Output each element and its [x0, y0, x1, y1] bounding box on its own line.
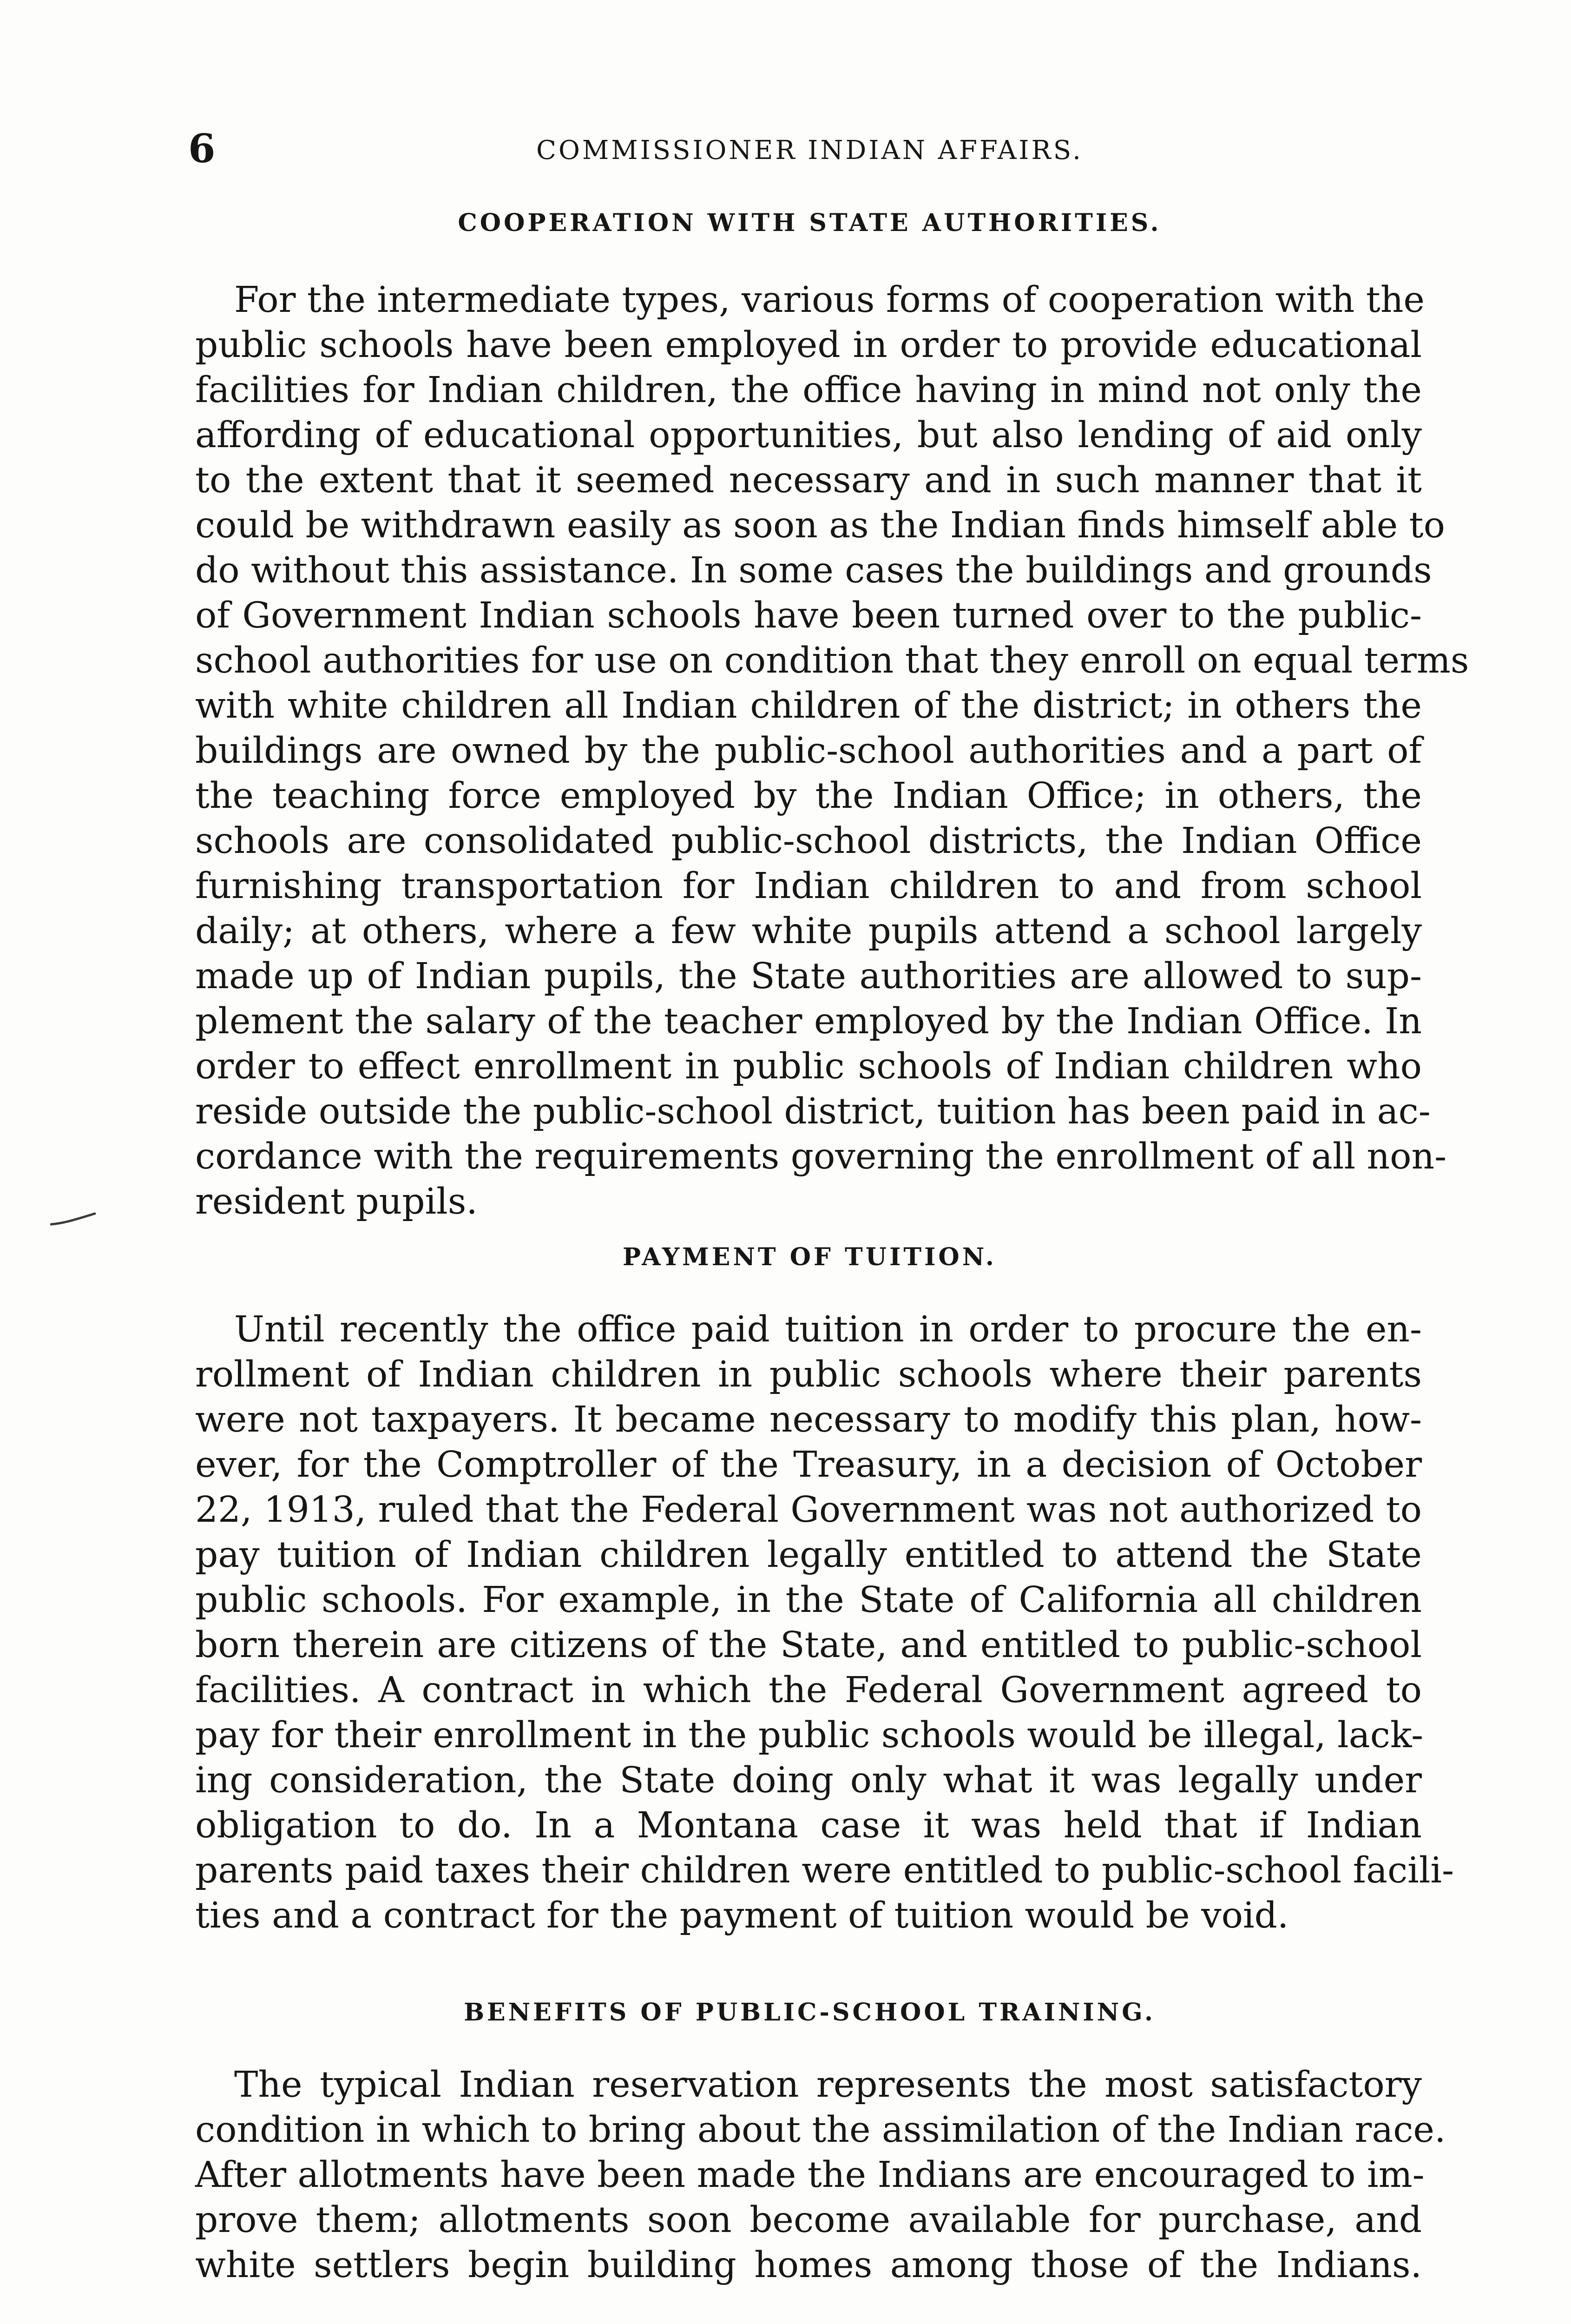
text-line: to the extent that it seemed necessary and in such manner that it	[195, 460, 1422, 501]
text-line: cordance with the requirements governing the enrollment of all non-	[195, 1136, 1447, 1177]
text-line: facilities for Indian children, the office having in mind not only the	[195, 370, 1422, 411]
text-line: made up of Indian pupils, the State authorities are allowed to sup-	[195, 956, 1422, 997]
text-line: do without this assistance. In some cases the buildings and grounds	[195, 550, 1432, 591]
text-line: public schools. For example, in the State of California all children	[195, 1579, 1422, 1621]
section-body-cooperation	[195, 277, 1469, 1224]
text-line: rollment of Indian children in public schools where their parents	[195, 1354, 1422, 1395]
text-line: ever, for the Comptroller of the Treasury, in a decision of October	[195, 1444, 1422, 1486]
text-line: pay tuition of Indian children legally entitled to attend the State	[195, 1534, 1422, 1576]
text-line: plement the salary of the teacher employed by the Indian Office. In	[195, 1001, 1422, 1042]
section-heading-cooperation: COOPERATION WITH STATE AUTHORITIES.	[458, 209, 1162, 237]
text-line: 22, 1913, ruled that the Federal Government was not authorized to	[195, 1489, 1422, 1531]
text-line: with white children all Indian children of the district; in others the	[195, 685, 1422, 726]
page-number: 6	[188, 125, 216, 172]
text-line: buildings are owned by the public-school authorities and a part of	[195, 730, 1422, 772]
text-line: resident pupils.	[195, 1181, 478, 1222]
text-line: Until recently the office paid tuition in order to procure the en-	[234, 1309, 1422, 1350]
text-line: order to effect enrollment in public schools of Indian children who	[195, 1046, 1422, 1087]
text-line: After allotments have been made the Indians are encouraged to im-	[195, 2154, 1425, 2196]
section-body-tuition	[195, 1307, 1454, 1938]
running-header	[188, 125, 1431, 177]
text-line: white settlers begin building homes among those of the Indians.	[195, 2245, 1422, 2286]
section-body-benefits	[195, 2062, 1446, 2288]
text-line: the teaching force employed by the Indian Office; in others, the	[195, 775, 1422, 817]
text-line: affording of educational opportunities, but also lending of aid only	[195, 415, 1422, 456]
margin-pencil-mark-icon	[50, 1212, 97, 1226]
text-line: For the intermediate types, various forms of cooperation with the	[234, 279, 1425, 321]
text-line: pay for their enrollment in the public schools would be illegal, lack-	[195, 1715, 1424, 1756]
text-line: facilities. A contract in which the Federal Government agreed to	[195, 1670, 1422, 1711]
text-line: born therein are citizens of the State, and entitled to public-school	[195, 1624, 1422, 1666]
text-line: of Government Indian schools have been turned over to the public-	[195, 595, 1422, 636]
text-line: school authorities for use on condition that they enroll on equal terms	[195, 640, 1469, 681]
text-line: schools are consolidated public-school districts, the Indian Office	[195, 820, 1422, 862]
text-line: ties and a contract for the payment of tuition would be void.	[195, 1895, 1289, 1936]
text-line: public schools have been employed in order to provide educational	[195, 324, 1422, 366]
section-heading-tuition: PAYMENT OF TUITION.	[622, 1243, 997, 1271]
running-title: COMMISSIONER INDIAN AFFAIRS.	[536, 135, 1083, 165]
text-line: obligation to do. In a Montana case it was held that if Indian	[195, 1805, 1422, 1846]
text-line: parents paid taxes their children were entitled to public-school facili-	[195, 1850, 1454, 1891]
text-line: The typical Indian reservation represents the most satisfactory	[234, 2064, 1422, 2106]
text-line: daily; at others, where a few white pupils attend a school largely	[195, 911, 1422, 952]
text-line: ing consideration, the State doing only what it was legally under	[195, 1760, 1422, 1801]
text-line: could be withdrawn easily as soon as the Indian finds himself able to	[195, 505, 1445, 546]
text-line: were not taxpayers. It became necessary to modify this plan, how-	[195, 1399, 1422, 1440]
text-line: furnishing transportation for Indian children to and from school	[195, 865, 1422, 907]
text-line: prove them; allotments soon become available for purchase, and	[195, 2199, 1422, 2241]
text-line: reside outside the public-school district, tuition has been paid in ac-	[195, 1091, 1431, 1132]
text-line: condition in which to bring about the assimilation of the Indian race.	[195, 2109, 1446, 2151]
section-heading-benefits: BENEFITS OF PUBLIC-SCHOOL TRAINING.	[464, 1998, 1156, 2027]
